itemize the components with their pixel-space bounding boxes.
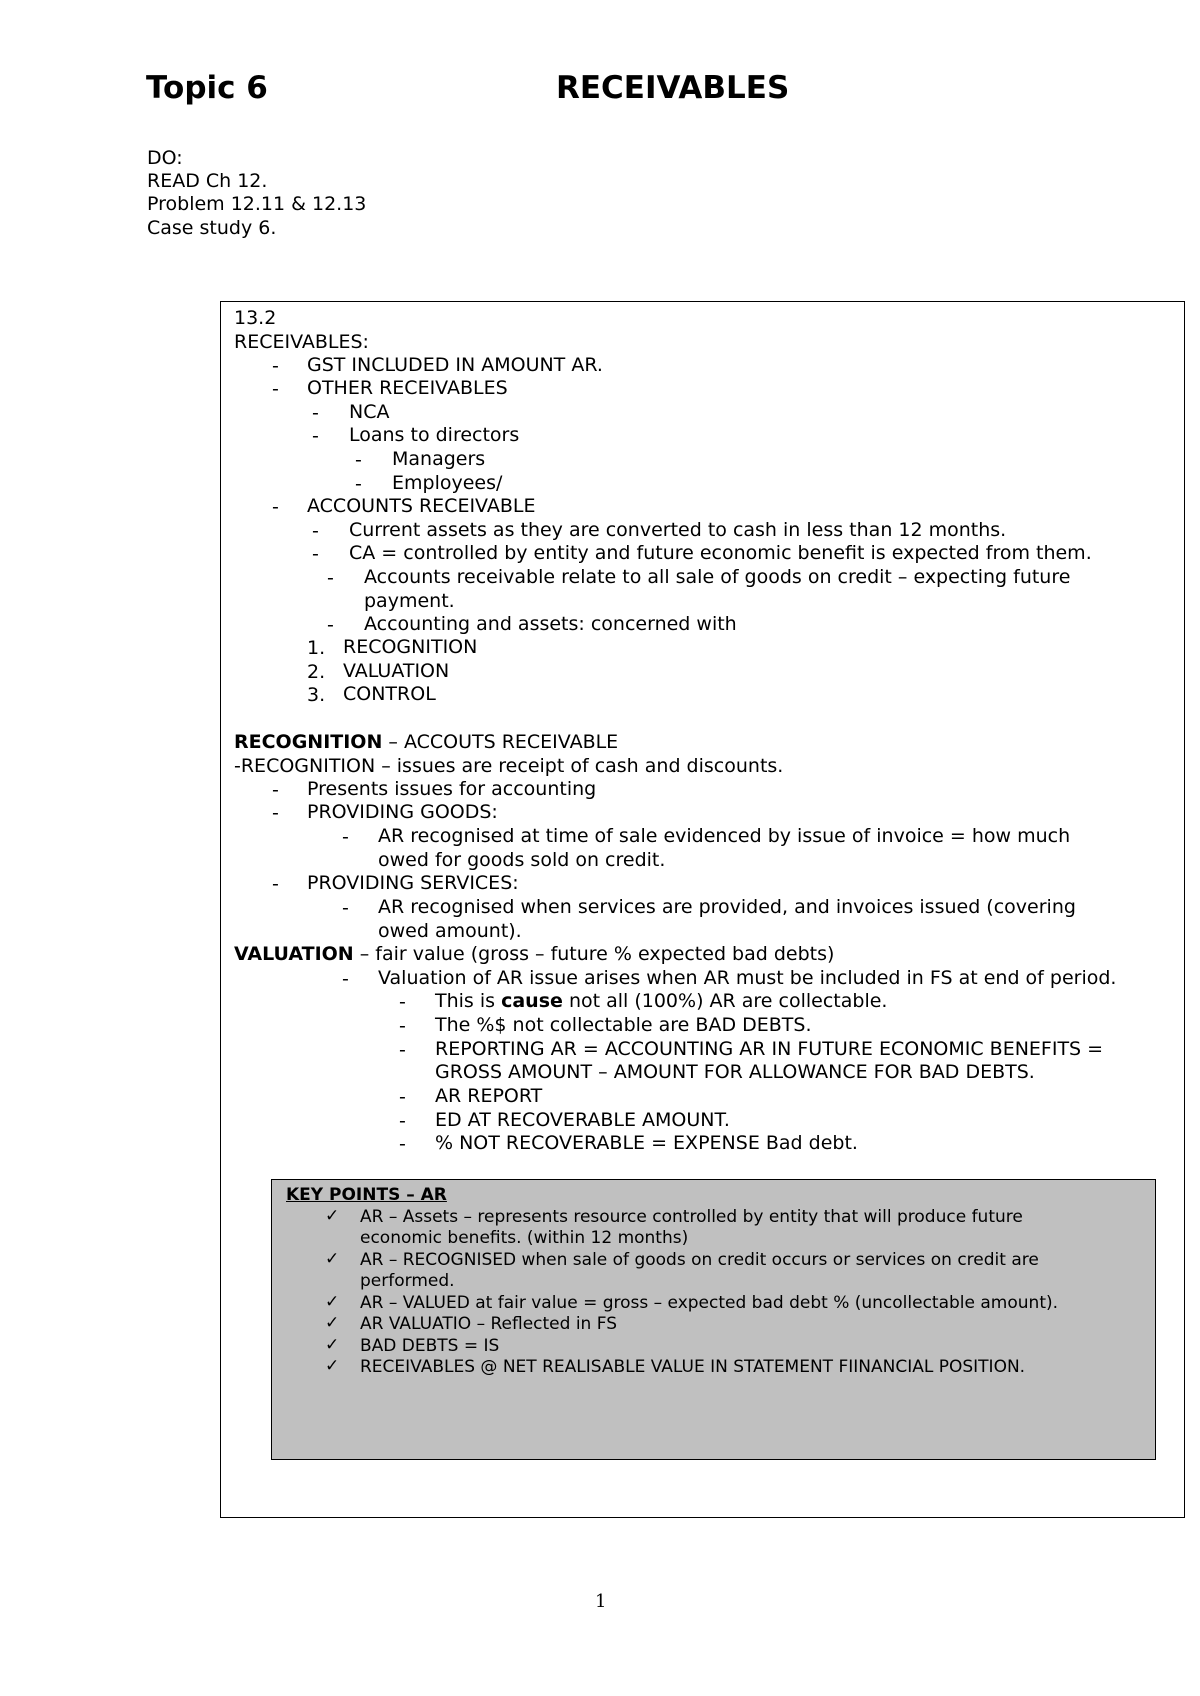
page-title: RECEIVABLES [556, 70, 790, 106]
bullet-dash: - [272, 355, 279, 377]
list-item: PROVIDING GOODS: [307, 801, 498, 823]
bullet-dash: - [327, 567, 334, 589]
bullet-dash: - [272, 802, 279, 824]
bullet-dash: - [342, 897, 349, 919]
todo-line: READ Ch 12. [147, 170, 268, 192]
list-item-continued: payment. [364, 590, 455, 612]
list-item: Managers [392, 448, 486, 470]
list-item: Accounting and assets: concerned with [364, 613, 737, 635]
list-item: Current assets as they are converted to cash in less than 12 months. [349, 519, 1007, 541]
cause-bold: cause [501, 990, 563, 1012]
list-item: AR recognised at time of sale evidenced by issue of invoice = how much [378, 825, 1071, 847]
todo-line: Problem 12.11 & 12.13 [147, 193, 367, 215]
bullet-dash: - [399, 1039, 406, 1061]
list-item: ED AT RECOVERABLE AMOUNT. [435, 1109, 730, 1131]
numbered-item: VALUATION [343, 660, 450, 682]
list-item: OTHER RECEIVABLES [307, 377, 508, 399]
bullet-dash: - [272, 779, 279, 801]
key-point-continued: performed. [360, 1271, 455, 1291]
bullet-dash: - [399, 1110, 406, 1132]
receivables-heading: RECEIVABLES: [234, 331, 369, 353]
list-item: PROVIDING SERVICES: [307, 872, 519, 894]
key-point-continued: economic benefits. (within 12 months) [360, 1228, 689, 1248]
key-point: AR – VALUED at fair value = gross – expected bad debt % (uncollectable amount). [360, 1293, 1059, 1313]
list-item-continued: GROSS AMOUNT – AMOUNT FOR ALLOWANCE FOR BAD DEBTS. [435, 1061, 1035, 1083]
bullet-dash: - [355, 449, 362, 471]
bullet-dash: - [399, 1086, 406, 1108]
list-item: Loans to directors [349, 424, 520, 446]
bullet-dash: - [312, 543, 319, 565]
todo-line: Case study 6. [147, 217, 277, 239]
bullet-dash: - [312, 402, 319, 424]
list-item: Employees/ [392, 472, 503, 494]
key-point: AR – Assets – represents resource controlled by entity that will produce future [360, 1207, 1023, 1227]
valuation-heading [234, 943, 834, 967]
list-item: % NOT RECOVERABLE = EXPENSE Bad debt. [435, 1132, 858, 1154]
bullet-dash: - [342, 826, 349, 848]
key-point: AR – RECOGNISED when sale of goods on credit occurs or services on credit are [360, 1250, 1039, 1270]
todo-line: DO: [147, 147, 183, 169]
bullet-dash: - [272, 873, 279, 895]
bullet-dash: - [312, 425, 319, 447]
list-item: Valuation of AR issue arises when AR must be included in FS at end of period. [378, 967, 1117, 989]
bullet-dash: - [272, 378, 279, 400]
topic-label: Topic 6 [146, 70, 268, 106]
cause-post: not all (100%) AR are collectable. [562, 990, 888, 1012]
valuation-heading-rest: – fair value (gross – future % expected bad debts) [353, 943, 835, 965]
recognition-heading [234, 731, 618, 755]
list-item: REPORTING AR = ACCOUNTING AR IN FUTURE ECONOMIC BENEFITS = [435, 1038, 1104, 1060]
list-item: NCA [349, 401, 390, 423]
recognition-heading-rest: – ACCOUTS RECEIVABLE [382, 731, 619, 753]
list-item: CA = controlled by entity and future economic benefit is expected from them. [349, 542, 1092, 564]
bullet-dash: - [342, 968, 349, 990]
list-item-continued: owed amount). [378, 920, 522, 942]
check-icon: ✓ [325, 1206, 340, 1226]
bullet-dash: - [355, 473, 362, 495]
bullet-dash: - [272, 496, 279, 518]
key-point: BAD DEBTS = IS [360, 1336, 500, 1356]
cause-pre: This is [435, 990, 502, 1012]
page-number: 1 [595, 1591, 607, 1612]
check-icon: ✓ [325, 1335, 340, 1355]
list-item: GST INCLUDED IN AMOUNT AR. [307, 354, 603, 376]
bullet-dash: - [399, 1133, 406, 1155]
check-icon: ✓ [325, 1313, 340, 1333]
recognition-heading-bold: RECOGNITION [234, 731, 383, 753]
check-icon: ✓ [325, 1292, 340, 1312]
key-points-heading: KEY POINTS – AR [286, 1185, 447, 1205]
key-point: AR VALUATIO – Reflected in FS [360, 1314, 617, 1334]
list-item-continued: owed for goods sold on credit. [378, 849, 666, 871]
bullet-dash: - [327, 614, 334, 636]
recognition-line: -RECOGNITION – issues are receipt of cash and discounts. [234, 755, 784, 777]
check-icon: ✓ [325, 1356, 340, 1376]
list-item: The %$ not collectable are BAD DEBTS. [435, 1014, 812, 1036]
list-number: 1. [307, 637, 326, 659]
list-item: Accounts receivable relate to all sale of goods on credit – expecting future [364, 566, 1071, 588]
list-item [435, 990, 887, 1014]
numbered-item: CONTROL [343, 683, 436, 705]
list-item: AR REPORT [435, 1085, 543, 1107]
valuation-heading-bold: VALUATION [234, 943, 354, 965]
list-item: ACCOUNTS RECEIVABLE [307, 495, 536, 517]
bullet-dash: - [312, 520, 319, 542]
numbered-item: RECOGNITION [343, 636, 478, 658]
bullet-dash: - [399, 1015, 406, 1037]
list-number: 3. [307, 684, 326, 706]
section-number: 13.2 [234, 307, 277, 329]
list-number: 2. [307, 661, 326, 683]
key-point: RECEIVABLES @ NET REALISABLE VALUE IN STATEMENT FIINANCIAL POSITION. [360, 1357, 1026, 1377]
list-item: Presents issues for accounting [307, 778, 597, 800]
list-item: AR recognised when services are provided, and invoices issued (covering [378, 896, 1076, 918]
bullet-dash: - [399, 991, 406, 1013]
check-icon: ✓ [325, 1249, 340, 1269]
